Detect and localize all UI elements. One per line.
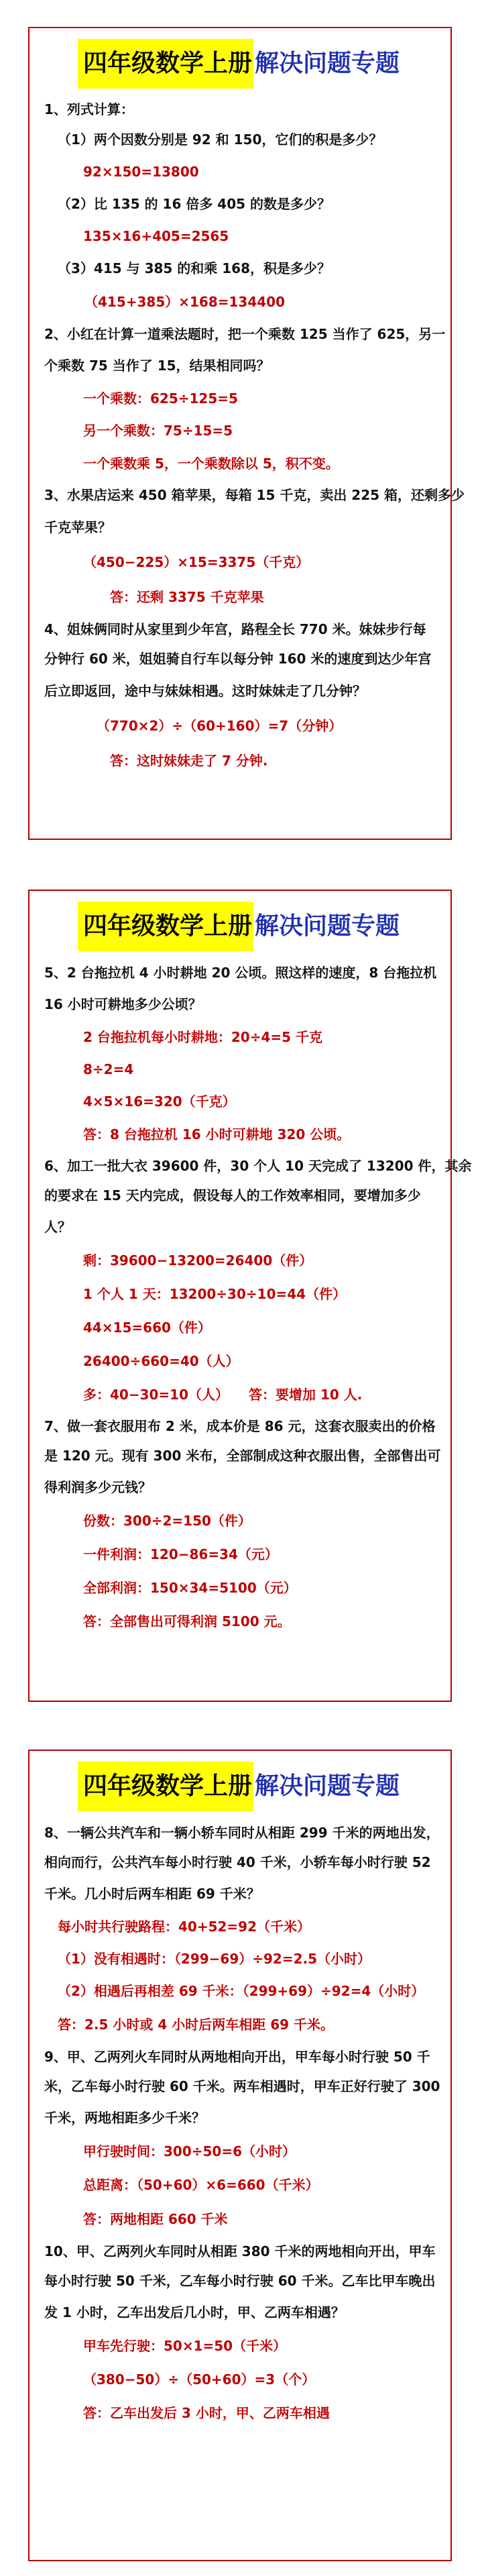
worksheet-page-1	[28, 27, 465, 840]
answer-line: 每小时共行驶路程：40+52=92（千米）	[58, 1919, 311, 1935]
question-line: 9、甲、乙两列火车同时从两地相向开出，甲车每小时行驶 50 千	[44, 2049, 430, 2065]
question-line: 每小时行驶 50 千米，乙车每小时行驶 60 千米。乙车比甲车晚出	[44, 2273, 436, 2289]
question-line: 3、水果店运来 450 箱苹果，每箱 15 千克，卖出 225 箱，还剩多少	[44, 487, 465, 503]
question-line: 后立即返回，途中与妹妹相遇。这时妹妹走了几分钟？	[44, 683, 366, 699]
question-line: 10、甲、乙两列火车同时从相距 380 千米的两地相向开出，甲车	[44, 2243, 436, 2259]
answer-line: （450−225）×15=3375（千克）	[83, 554, 310, 570]
page-2-content	[44, 958, 472, 1638]
question-line: 分钟行 60 米，姐姐骑自行车以每分钟 160 米的速度到达少年宫	[44, 651, 432, 667]
question-line: 得利润多少元钱？	[44, 1479, 152, 1495]
answer-line: （1）没有相遇时：（299−69）÷92=2.5（小时）	[58, 1951, 371, 1967]
question-line: （3）415 与 385 的和乘 168，积是多少？	[58, 260, 331, 276]
answer-line: 26400÷660=40（人）	[83, 1353, 239, 1369]
answer-line: （2）相遇后再相差 69 千米：（299+69）÷92=4（小时）	[58, 1983, 425, 1999]
title-highlighted-part: 四年级数学上册	[78, 39, 253, 89]
page-3-content	[44, 1818, 438, 2430]
answer-line: 一个乘数乘 5，一个乘数除以 5，积不变。	[83, 455, 339, 472]
question-line: 16 小时可耕地多少公顷？	[44, 996, 202, 1012]
question-line: （1）两个因数分别是 92 和 150，它们的积是多少？	[58, 131, 383, 148]
answer-line: 甲行驶时间：300÷50=6（小时）	[83, 2143, 296, 2159]
answer-line: 8÷2=4	[83, 1061, 134, 1077]
question-line: 的要求在 15 天内完成，假设每人的工作效率相同，要增加多少	[44, 1187, 421, 1203]
worksheet-page-3	[28, 1750, 452, 2561]
worksheet-title-banner	[50, 902, 433, 951]
answer-line: 答：两地相距 660 千米	[83, 2211, 228, 2227]
question-line: 7、做一套衣服用布 2 米，成本价是 86 元，这套衣服卖出的价格	[44, 1418, 436, 1434]
title-blue-part: 解决问题专题	[255, 1772, 400, 1800]
question-line: 6、加工一批大衣 39600 件，30 个人 10 天完成了 13200 件，其余	[44, 1158, 472, 1174]
answer-line: 甲车先行驶：50×1=50（千米）	[83, 2338, 287, 2354]
question-line: 是 120 元。现有 300 米布，全部制成这种衣服出售，全部售出可	[44, 1448, 441, 1464]
answer-line: 答：2.5 小时或 4 小时后两车相距 69 千米。	[58, 2017, 334, 2033]
question-line: 人？	[44, 1219, 71, 1235]
answer-line: 44×15=660（件）	[83, 1320, 211, 1336]
answer-line: （770×2）÷（60+160）=7（分钟）	[97, 718, 343, 734]
question-line: 千米，两地相距多少千米？	[44, 2110, 205, 2126]
answer-line: 答：8 台拖拉机 16 小时可耕地 320 公顷。	[83, 1126, 351, 1142]
worksheet-title-banner	[50, 39, 433, 89]
answer-line: 一个乘数：625÷125=5	[83, 390, 238, 407]
answer-line: （380−50）÷（50+60）=3（个）	[83, 2371, 316, 2387]
answer-line: 答：这时妹妹走了 7 分钟.	[110, 753, 268, 769]
answer-line: 份数：300÷2=150（件）	[83, 1513, 251, 1529]
worksheet-title-banner	[50, 1762, 433, 1811]
question-line: （2）比 135 的 16 倍多 405 的数是多少？	[58, 196, 331, 212]
question-line: 2、小红在计算一道乘法题时，把一个乘数 125 当作了 625，另一	[44, 326, 446, 342]
answer-line: （415+385）×168=134400	[84, 294, 286, 310]
answer-line: 4×5×16=320（千克）	[83, 1093, 236, 1110]
answer-line: 另一个乘数：75÷15=5	[83, 423, 233, 439]
question-line: 个乘数 75 当作了 15，结果相同吗？	[44, 358, 270, 374]
title-blue-part: 解决问题专题	[255, 912, 400, 940]
answer-line: 一件利润：120−86=34（元）	[83, 1546, 278, 1562]
worksheet-page-2	[28, 890, 472, 1702]
answer-line: 1 个人 1 天：13200÷30÷10=44（件）	[83, 1286, 347, 1302]
title-blue-part: 解决问题专题	[255, 50, 400, 77]
answer-line: 全部利润：150×34=5100（元）	[83, 1580, 297, 1596]
question-line: 4、姐妹俩同时从家里到少年宫，路程全长 770 米。妹妹步行每	[44, 621, 426, 637]
title-highlighted-part: 四年级数学上册	[78, 902, 253, 951]
question-line: 1、列式计算：	[44, 101, 134, 117]
page-1-content	[44, 95, 465, 778]
answer-line: 2 台拖拉机每小时耕地：20÷4=5 千克	[83, 1029, 323, 1045]
answer-line: 多：40−30=10（人） 答：要增加 10 人.	[83, 1387, 363, 1403]
answer-line: 答：全部售出可得利润 5100 元。	[83, 1613, 291, 1629]
answer-line: 135×16+405=2565	[83, 228, 229, 244]
question-line: 千米。几小时后两车相距 69 千米？	[44, 1886, 260, 1902]
question-line: 8、一辆公共汽车和一辆小轿车同时从相距 299 千米的两地出发，	[44, 1825, 440, 1841]
answer-line: 总距离：（50+60）×6=660（千米）	[83, 2177, 319, 2193]
answer-line: 答：还剩 3375 千克苹果	[110, 589, 264, 605]
answer-line: 92×150=13800	[83, 164, 199, 180]
question-line: 相向而行，公共汽车每小时行驶 40 千米，小轿车每小时行驶 52	[44, 1854, 431, 1870]
question-line: 米，乙车每小时行驶 60 千米。两车相遇时，甲车正好行驶了 300	[44, 2078, 440, 2094]
title-highlighted-part: 四年级数学上册	[78, 1762, 253, 1811]
answer-line: 答：乙车出发后 3 小时，甲、乙两车相遇	[83, 2405, 330, 2421]
answer-line: 剩：39600−13200=26400（件）	[83, 1252, 313, 1269]
question-line: 千克苹果？	[44, 519, 111, 535]
question-line: 5、2 台拖拉机 4 小时耕地 20 公顷。照这样的速度，8 台拖拉机	[44, 965, 437, 981]
question-line: 发 1 小时，乙车出发后几小时，甲、乙两车相遇？	[44, 2304, 345, 2320]
